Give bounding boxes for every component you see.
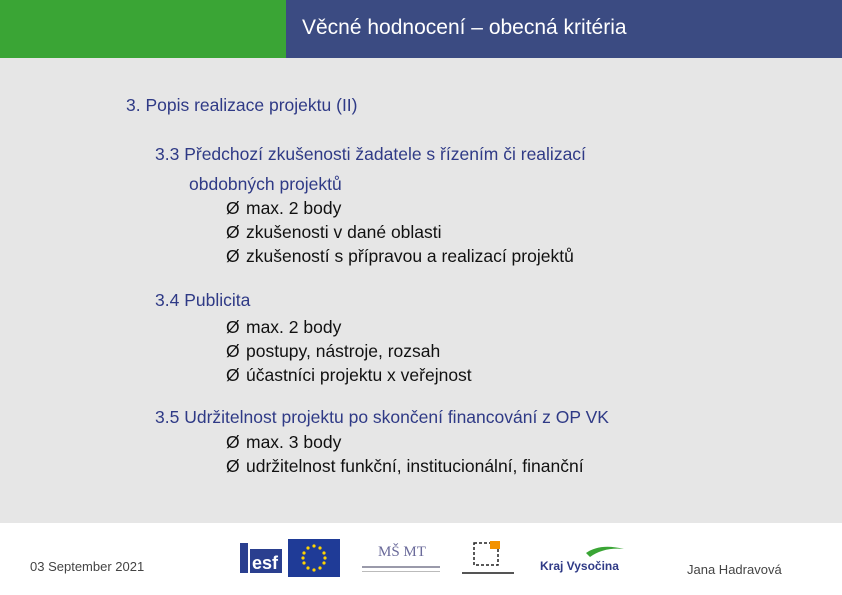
- arrow-bullet-icon: Ø: [226, 365, 240, 385]
- opvk-logo: [460, 539, 516, 579]
- bullet-text: max. 2 body: [246, 317, 342, 337]
- bullet-item: [226, 365, 472, 386]
- bullet-text: postupy, nástroje, rozsah: [246, 341, 441, 361]
- arrow-bullet-icon: Ø: [226, 198, 240, 218]
- bullet-item: [226, 341, 440, 362]
- bullet-item: [226, 246, 574, 267]
- bullet-item: [226, 317, 341, 338]
- item-title: Předchozí zkušenosti žadatele s řízením či realizací: [184, 144, 586, 164]
- bullet-text: max. 2 body: [246, 198, 342, 218]
- esf-logo: [238, 539, 284, 577]
- item-3-3-title-line2: obdobných projektů: [189, 174, 342, 194]
- header-green-band: [0, 0, 286, 58]
- item-title: Publicita: [184, 290, 251, 310]
- slide-header: [0, 0, 842, 58]
- arrow-bullet-icon: Ø: [226, 432, 240, 452]
- bullet-item: [226, 456, 584, 477]
- arrow-bullet-icon: Ø: [226, 246, 240, 266]
- bullet-text: zkušenosti v dané oblasti: [246, 222, 442, 242]
- bullet-text: max. 3 body: [246, 432, 342, 452]
- msmt-logo: [360, 538, 442, 578]
- kraj-logo-text: Kraj Vysočina: [540, 559, 619, 573]
- bullet-item: [226, 198, 341, 219]
- item-number: 3.5: [155, 407, 180, 427]
- esf-logo-text: esf: [252, 553, 279, 573]
- section-heading: 3. Popis realizace projektu (II): [126, 95, 358, 115]
- footer-date: 03 September 2021: [30, 559, 145, 574]
- item-number: 3.4: [155, 290, 180, 310]
- bullet-text: udržitelnost funkční, institucionální, finanční: [246, 456, 584, 476]
- slide-content: [0, 58, 842, 523]
- bullet-text: zkušeností s přípravou a realizací projektů: [246, 246, 574, 266]
- item-3-4-title: [155, 290, 250, 311]
- footer-author: Jana Hadravová: [687, 562, 782, 577]
- kraj-vysocina-logo: [538, 543, 628, 575]
- arrow-bullet-icon: Ø: [226, 222, 240, 242]
- arrow-bullet-icon: Ø: [226, 341, 240, 361]
- arrow-bullet-icon: Ø: [226, 317, 240, 337]
- slide-title: Věcné hodnocení – obecná kritéria: [302, 16, 627, 39]
- item-3-3-title: [155, 144, 586, 165]
- msmt-logo-text: MŠ MT: [378, 544, 426, 560]
- item-number: 3.3: [155, 144, 180, 164]
- bullet-text: účastníci projektu x veřejnost: [246, 365, 472, 385]
- bullet-item: [226, 432, 341, 453]
- eu-flag-logo: [288, 539, 340, 577]
- bullet-item: [226, 222, 442, 243]
- arrow-bullet-icon: Ø: [226, 456, 240, 476]
- item-3-5-title: [155, 407, 609, 428]
- item-title: Udržitelnost projektu po skončení financování z OP VK: [184, 407, 609, 427]
